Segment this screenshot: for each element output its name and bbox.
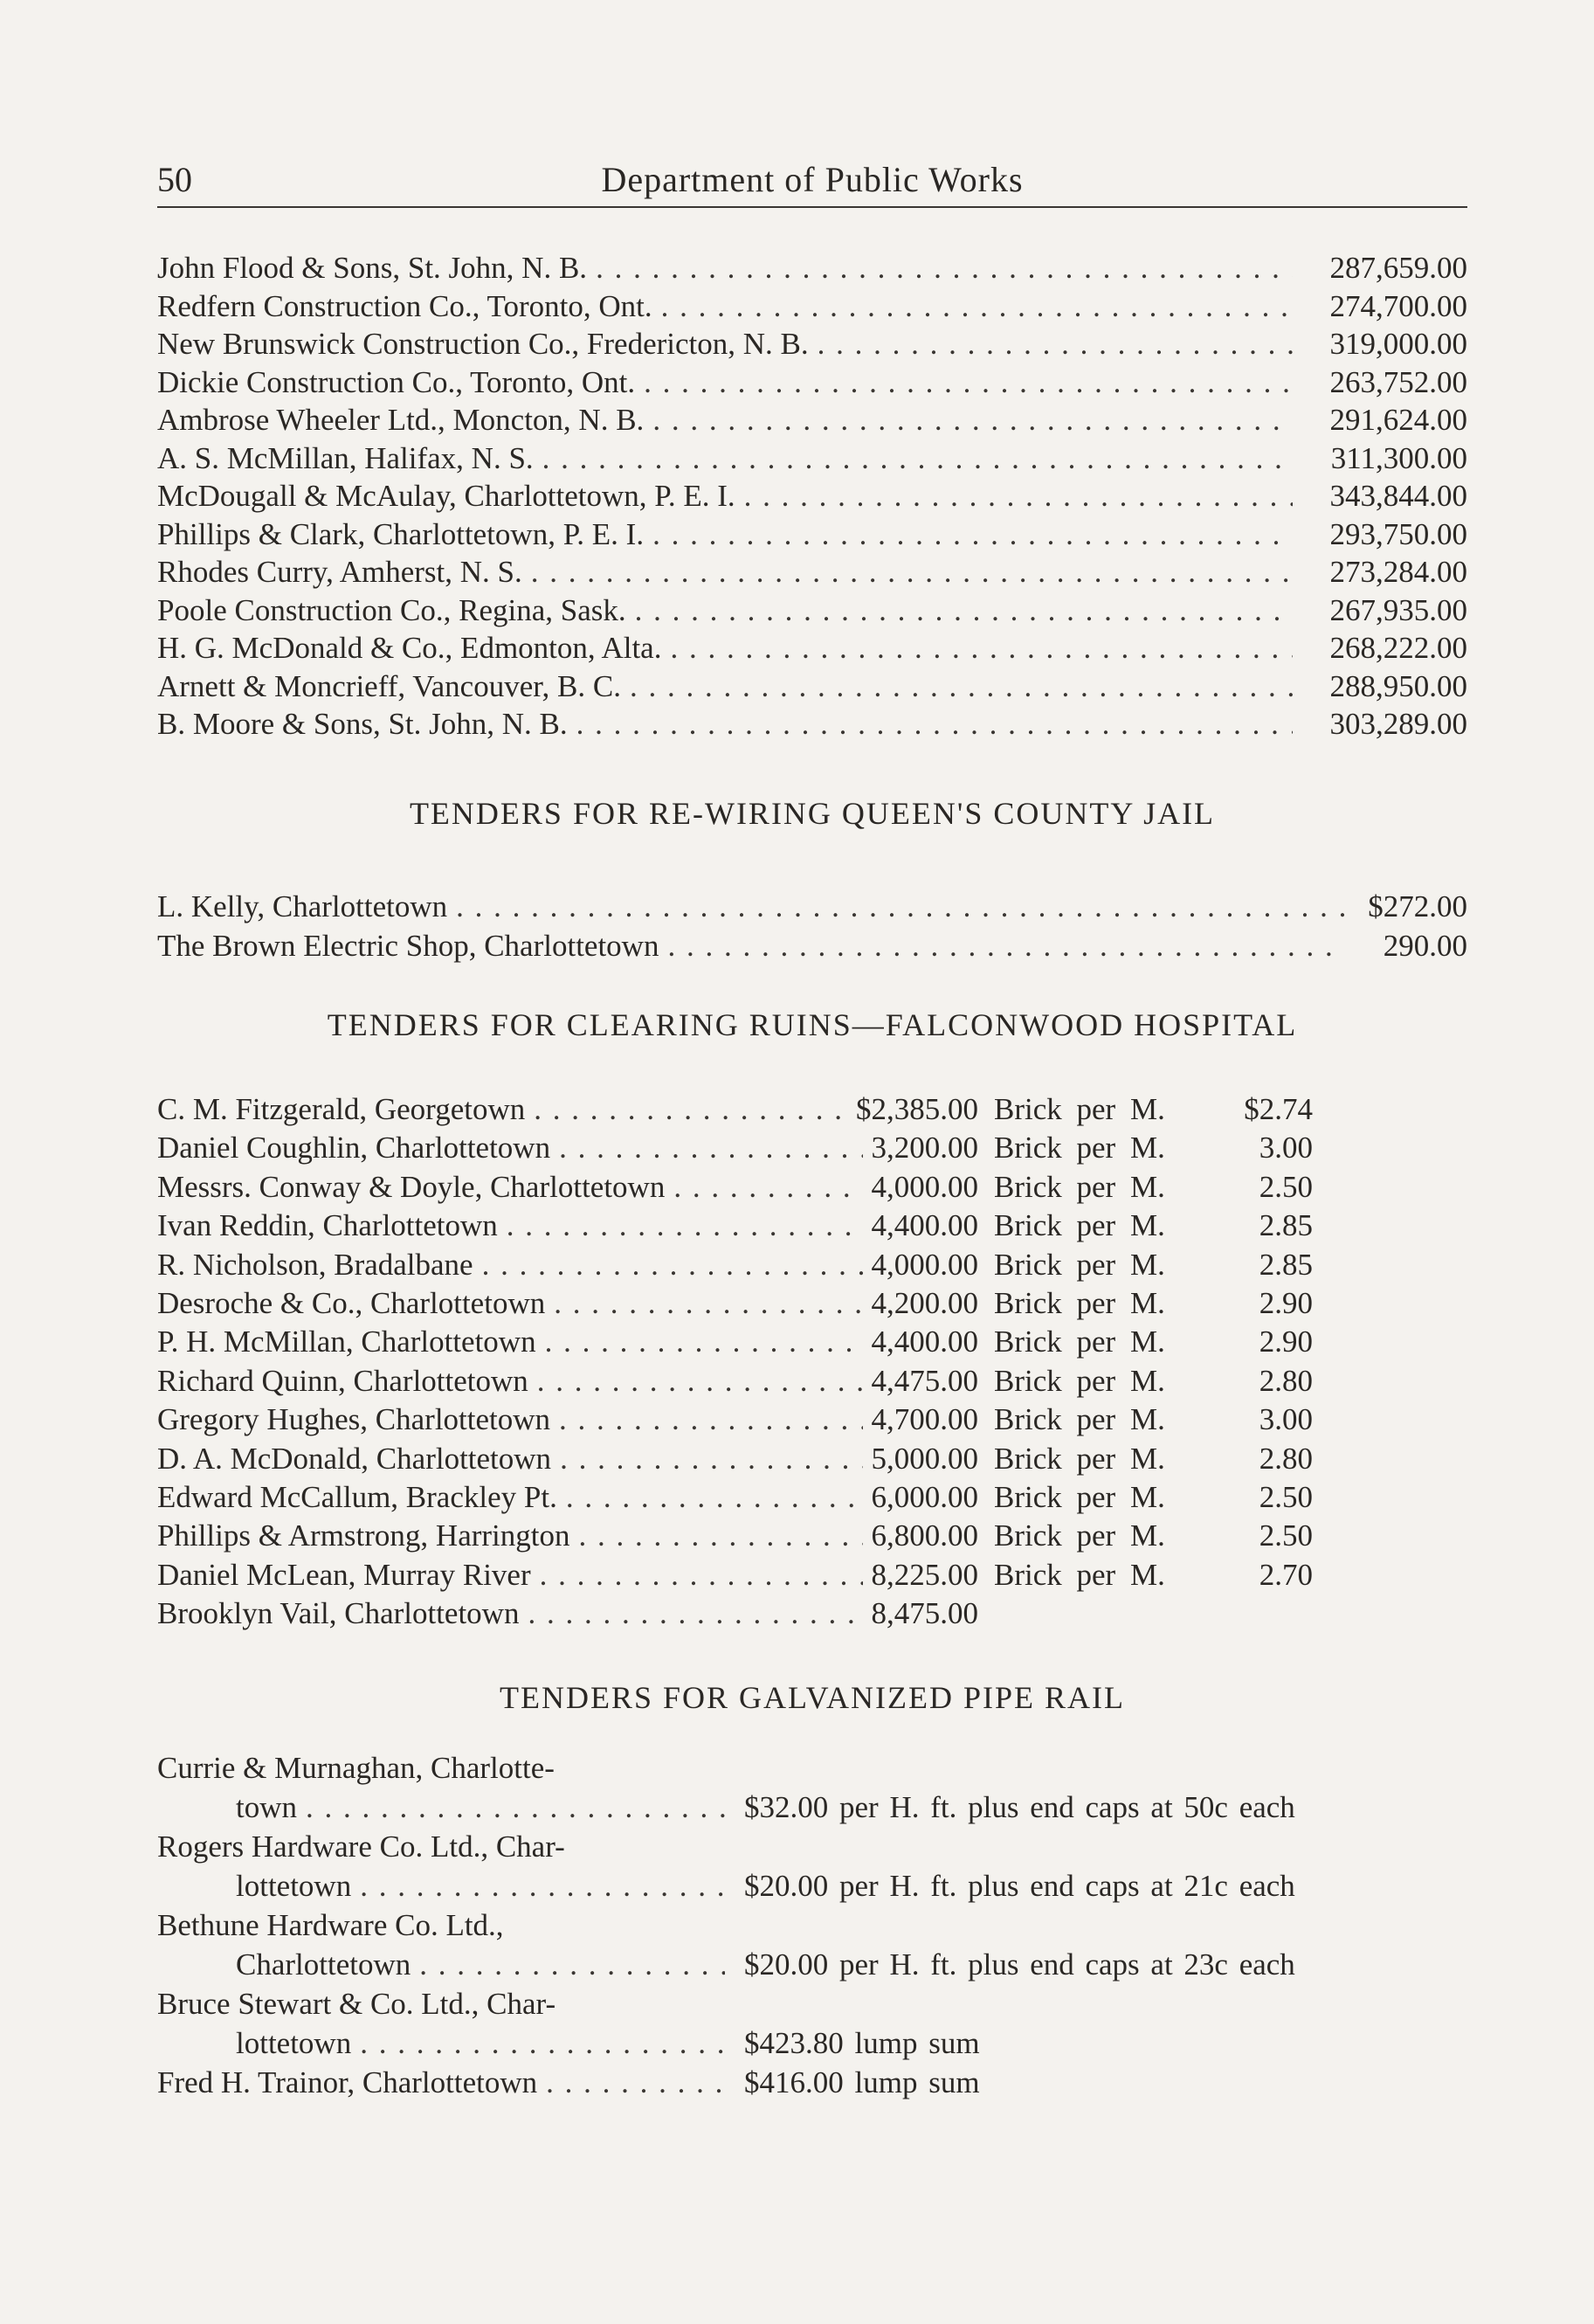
tender-amount: 343,844.00 [1329, 479, 1467, 513]
tender-amount: 291,624.00 [1329, 403, 1467, 437]
dot-leader [542, 441, 1293, 476]
tender-amount: $272.00 [1368, 889, 1467, 923]
table-row [157, 1131, 1467, 1165]
dot-leader [559, 1402, 862, 1437]
name-cell [157, 1596, 978, 1631]
name-cell [157, 1558, 978, 1593]
dot-leader [560, 1442, 862, 1477]
brick-rate: 3.00 [1259, 1402, 1313, 1437]
tender-price: $20.00 per H. ft. plus end caps at 23c each [744, 1947, 1295, 1982]
brick-rate: 2.85 [1259, 1208, 1313, 1243]
contractor-name: Redfern Construction Co., Toronto, Ont. [157, 288, 652, 323]
dot-leader [635, 593, 1293, 628]
brick-rate: 3.00 [1259, 1131, 1313, 1165]
bidder-name: C. M. Fitzgerald, Georgetown [157, 1092, 526, 1126]
name-cell [157, 1092, 978, 1127]
brick-unit: Brick per M. [994, 1363, 1165, 1398]
bidder-name: D. A. McDonald, Charlottetown [157, 1441, 552, 1476]
bidder-name: The Brown Electric Shop, Charlottetown [157, 929, 659, 963]
table-row [157, 1208, 1467, 1243]
brick-rate: 2.90 [1259, 1325, 1313, 1359]
name-cell [157, 1402, 978, 1437]
table-row [157, 365, 1467, 400]
table-row [157, 1170, 1467, 1205]
table-row [157, 707, 1467, 742]
name-cell [157, 1518, 978, 1553]
table-row [157, 2026, 1467, 2061]
tender-amount: 293,750.00 [1329, 516, 1467, 551]
bidder-name: P. H. McMillan, Charlottetown [157, 1325, 536, 1359]
brick-unit: Brick per M. [994, 1402, 1165, 1437]
brick-unit: Brick per M. [994, 1092, 1165, 1126]
header-rule [157, 206, 1467, 208]
page-header [157, 159, 1467, 211]
name-cell [157, 1947, 734, 1982]
contractor-name: Dickie Construction Co., Toronto, Ont. [157, 364, 636, 399]
bidder-name-line: Currie & Murnaghan, Charlotte- [157, 1751, 555, 1785]
jail-section-title: TENDERS FOR RE-WIRING QUEEN'S COUNTY JAIL [409, 796, 1216, 831]
dot-leader [667, 929, 1345, 964]
table-row [157, 441, 1467, 476]
dot-leader [419, 1947, 725, 1982]
brick-unit: Brick per M. [994, 1169, 1165, 1204]
table-row [157, 1558, 1467, 1593]
brick-rate: 2.80 [1259, 1441, 1313, 1476]
brick-unit: Brick per M. [994, 1557, 1165, 1592]
dot-leader [559, 1131, 862, 1165]
dot-leader [566, 1480, 863, 1515]
brick-unit: Brick per M. [994, 1286, 1165, 1320]
dot-leader [744, 479, 1293, 514]
contractor-name: John Flood & Sons, St. John, N. B. [157, 251, 588, 285]
tender-amount: 4,000.00 [871, 1169, 978, 1204]
dot-leader [579, 1518, 863, 1553]
bidder-name-continued: lottetown [236, 2026, 352, 2060]
dot-leader [670, 631, 1293, 666]
bidder-name: Richard Quinn, Charlottetown [157, 1363, 528, 1398]
contractor-name: Arnett & Moncrieff, Vancouver, B. C. [157, 668, 621, 703]
tender-amount: 4,400.00 [871, 1208, 978, 1243]
tender-amount: 6,800.00 [871, 1518, 978, 1553]
table-row [157, 479, 1467, 514]
table-row [157, 631, 1467, 666]
name-cell [157, 1208, 978, 1243]
name-cell [157, 1869, 734, 1904]
dot-leader [507, 1208, 863, 1243]
table-row [157, 1325, 1467, 1359]
tender-amount: 268,222.00 [1329, 631, 1467, 665]
dot-leader [306, 1790, 725, 1825]
contractor-name: New Brunswick Construction Co., Fredericton, N. B. [157, 327, 809, 361]
tender-amount: 4,400.00 [871, 1325, 978, 1359]
bidder-name-continued: town [236, 1790, 297, 1824]
table-row [157, 1402, 1467, 1437]
table-row [157, 1092, 1467, 1127]
tender-price: $20.00 per H. ft. plus end caps at 21c each [744, 1869, 1295, 1903]
dot-leader [537, 1364, 863, 1399]
bidder-name: Brooklyn Vail, Charlottetown [157, 1596, 520, 1631]
pipe-section-title: TENDERS FOR GALVANIZED PIPE RAIL [499, 1680, 1126, 1715]
table-row [157, 517, 1467, 552]
brick-unit: Brick per M. [994, 1208, 1165, 1243]
contractor-name: Rhodes Curry, Amherst, N. S. [157, 555, 522, 589]
tender-amount: 8,475.00 [871, 1596, 978, 1631]
bidder-name-continued: Charlottetown [236, 1947, 411, 1982]
table-row [157, 1442, 1467, 1477]
tender-amount: 4,200.00 [871, 1286, 978, 1320]
dot-leader [540, 1558, 863, 1593]
table-row [157, 327, 1467, 362]
tender-amount: 4,475.00 [871, 1363, 978, 1398]
bidder-name: Phillips & Armstrong, Harrington [157, 1518, 570, 1553]
brick-rate: 2.50 [1259, 1169, 1313, 1204]
name-cell [157, 1325, 978, 1359]
table-row [157, 1790, 1467, 1825]
tender-price: $416.00 lump sum [744, 2065, 980, 2099]
dot-leader [554, 1286, 862, 1321]
bidder-name: R. Nicholson, Bradalbane [157, 1247, 473, 1282]
contractor-name: A. S. McMillan, Halifax, N. S. [157, 440, 534, 475]
bidder-name-line: Bethune Hardware Co. Ltd., [157, 1908, 504, 1942]
name-cell [157, 1286, 978, 1321]
table-row [157, 1596, 1467, 1631]
tender-amount: 288,950.00 [1329, 668, 1467, 703]
table-row [157, 555, 1467, 590]
bidder-name: L. Kelly, Charlottetown [157, 889, 448, 923]
table-row [157, 289, 1467, 324]
bidder-name-line: Bruce Stewart & Co. Ltd., Char- [157, 1987, 556, 2021]
dot-leader [528, 1596, 862, 1631]
tender-price: $423.80 lump sum [744, 2026, 980, 2060]
table-row [157, 593, 1467, 628]
table-row [157, 669, 1467, 704]
tender-amount: 8,225.00 [871, 1557, 978, 1592]
brick-unit: Brick per M. [994, 1131, 1165, 1165]
name-cell [157, 1131, 978, 1165]
bidder-name-continued: lottetown [236, 1869, 352, 1903]
dot-leader [482, 1248, 863, 1283]
table-row [157, 403, 1467, 438]
dot-leader [652, 403, 1293, 438]
brick-unit: Brick per M. [994, 1480, 1165, 1514]
bidder-name: Desroche & Co., Charlottetown [157, 1286, 546, 1320]
dot-leader [661, 289, 1293, 324]
tender-amount: 263,752.00 [1329, 364, 1467, 399]
dot-leader [630, 669, 1293, 704]
table-row [157, 1518, 1467, 1553]
bidder-name: Edward McCallum, Brackley Pt. [157, 1480, 557, 1514]
tender-amount: 274,700.00 [1329, 288, 1467, 323]
ruins-section-title: TENDERS FOR CLEARING RUINS—FALCONWOOD HOSPITAL [327, 1007, 1298, 1042]
brick-rate: 2.90 [1259, 1286, 1313, 1320]
dot-leader [546, 2065, 725, 2100]
name-cell [157, 1442, 978, 1477]
table-row [157, 1248, 1467, 1283]
tender-amount: 267,935.00 [1329, 592, 1467, 627]
dot-leader [545, 1325, 863, 1359]
bidder-name: Ivan Reddin, Charlottetown [157, 1208, 498, 1243]
table-row [157, 2065, 1467, 2100]
name-cell [157, 2065, 734, 2100]
brick-rate: 2.50 [1259, 1518, 1313, 1553]
contractor-name: Phillips & Clark, Charlottetown, P. E. I. [157, 516, 645, 551]
brick-rate: 2.80 [1259, 1363, 1313, 1398]
table-row [157, 251, 1467, 286]
brick-rate: 2.50 [1259, 1480, 1313, 1514]
table-row [157, 929, 1467, 964]
dot-leader [596, 251, 1293, 286]
brick-unit: Brick per M. [994, 1441, 1165, 1476]
brick-rate: 2.85 [1259, 1247, 1313, 1282]
name-cell [157, 1170, 978, 1205]
tender-amount: 273,284.00 [1329, 555, 1467, 589]
tender-amount: 5,000.00 [871, 1441, 978, 1476]
name-cell [157, 1790, 734, 1825]
bidder-name-continued: Fred H. Trainor, Charlottetown [157, 2065, 538, 2099]
dot-leader [360, 1869, 725, 1904]
brick-unit: Brick per M. [994, 1325, 1165, 1359]
contractor-name: B. Moore & Sons, St. John, N. B. [157, 707, 568, 741]
tender-amount: 319,000.00 [1329, 327, 1467, 361]
contractor-name: Poole Construction Co., Regina, Sask. [157, 592, 626, 627]
page-number: 50 [157, 160, 192, 199]
tender-amount: 6,000.00 [871, 1480, 978, 1514]
bidder-name: Gregory Hughes, Charlottetown [157, 1402, 551, 1437]
name-cell [157, 2026, 734, 2061]
name-cell [157, 1248, 978, 1283]
table-row [157, 1286, 1467, 1321]
dot-leader [576, 707, 1293, 742]
dot-leader [534, 1092, 847, 1127]
table-row [157, 1947, 1467, 1982]
brick-unit: Brick per M. [994, 1518, 1165, 1553]
table-row [157, 1869, 1467, 1904]
bidder-name: Daniel Coughlin, Charlottetown [157, 1131, 551, 1165]
tender-price: $32.00 per H. ft. plus end caps at 50c each [744, 1790, 1295, 1824]
dot-leader [818, 327, 1293, 362]
table-row [157, 1364, 1467, 1399]
tender-amount: 4,000.00 [871, 1247, 978, 1282]
bidder-name: Daniel McLean, Murray River [157, 1557, 531, 1592]
dot-leader [360, 2026, 725, 2061]
dot-leader [652, 517, 1293, 552]
tender-amount: 4,700.00 [871, 1402, 978, 1437]
dot-leader [531, 555, 1293, 590]
tender-amount: $2,385.00 [856, 1092, 978, 1126]
brick-rate: 2.70 [1259, 1557, 1313, 1592]
name-cell [157, 1480, 978, 1515]
dot-leader [644, 365, 1293, 400]
table-row [157, 889, 1467, 924]
brick-unit: Brick per M. [994, 1247, 1165, 1282]
name-cell [157, 1364, 978, 1399]
contractor-name: H. G. McDonald & Co., Edmonton, Alta. [157, 631, 662, 665]
running-title: Department of Public Works [601, 160, 1024, 199]
table-row [157, 1480, 1467, 1515]
bidder-name-line: Rogers Hardware Co. Ltd., Char- [157, 1829, 565, 1864]
dot-leader [673, 1170, 862, 1205]
tender-amount: 303,289.00 [1329, 707, 1467, 741]
contractor-name: McDougall & McAulay, Charlottetown, P. E. I. [157, 479, 735, 513]
tender-amount: 3,200.00 [871, 1131, 978, 1165]
dot-leader [456, 889, 1345, 924]
bidder-name: Messrs. Conway & Doyle, Charlottetown [157, 1169, 666, 1204]
brick-rate: $2.74 [1244, 1092, 1313, 1126]
tender-amount: 290.00 [1383, 929, 1467, 963]
tender-amount: 287,659.00 [1329, 251, 1467, 285]
contractor-name: Ambrose Wheeler Ltd., Moncton, N. B. [157, 403, 645, 437]
tender-amount: 311,300.00 [1330, 440, 1467, 475]
